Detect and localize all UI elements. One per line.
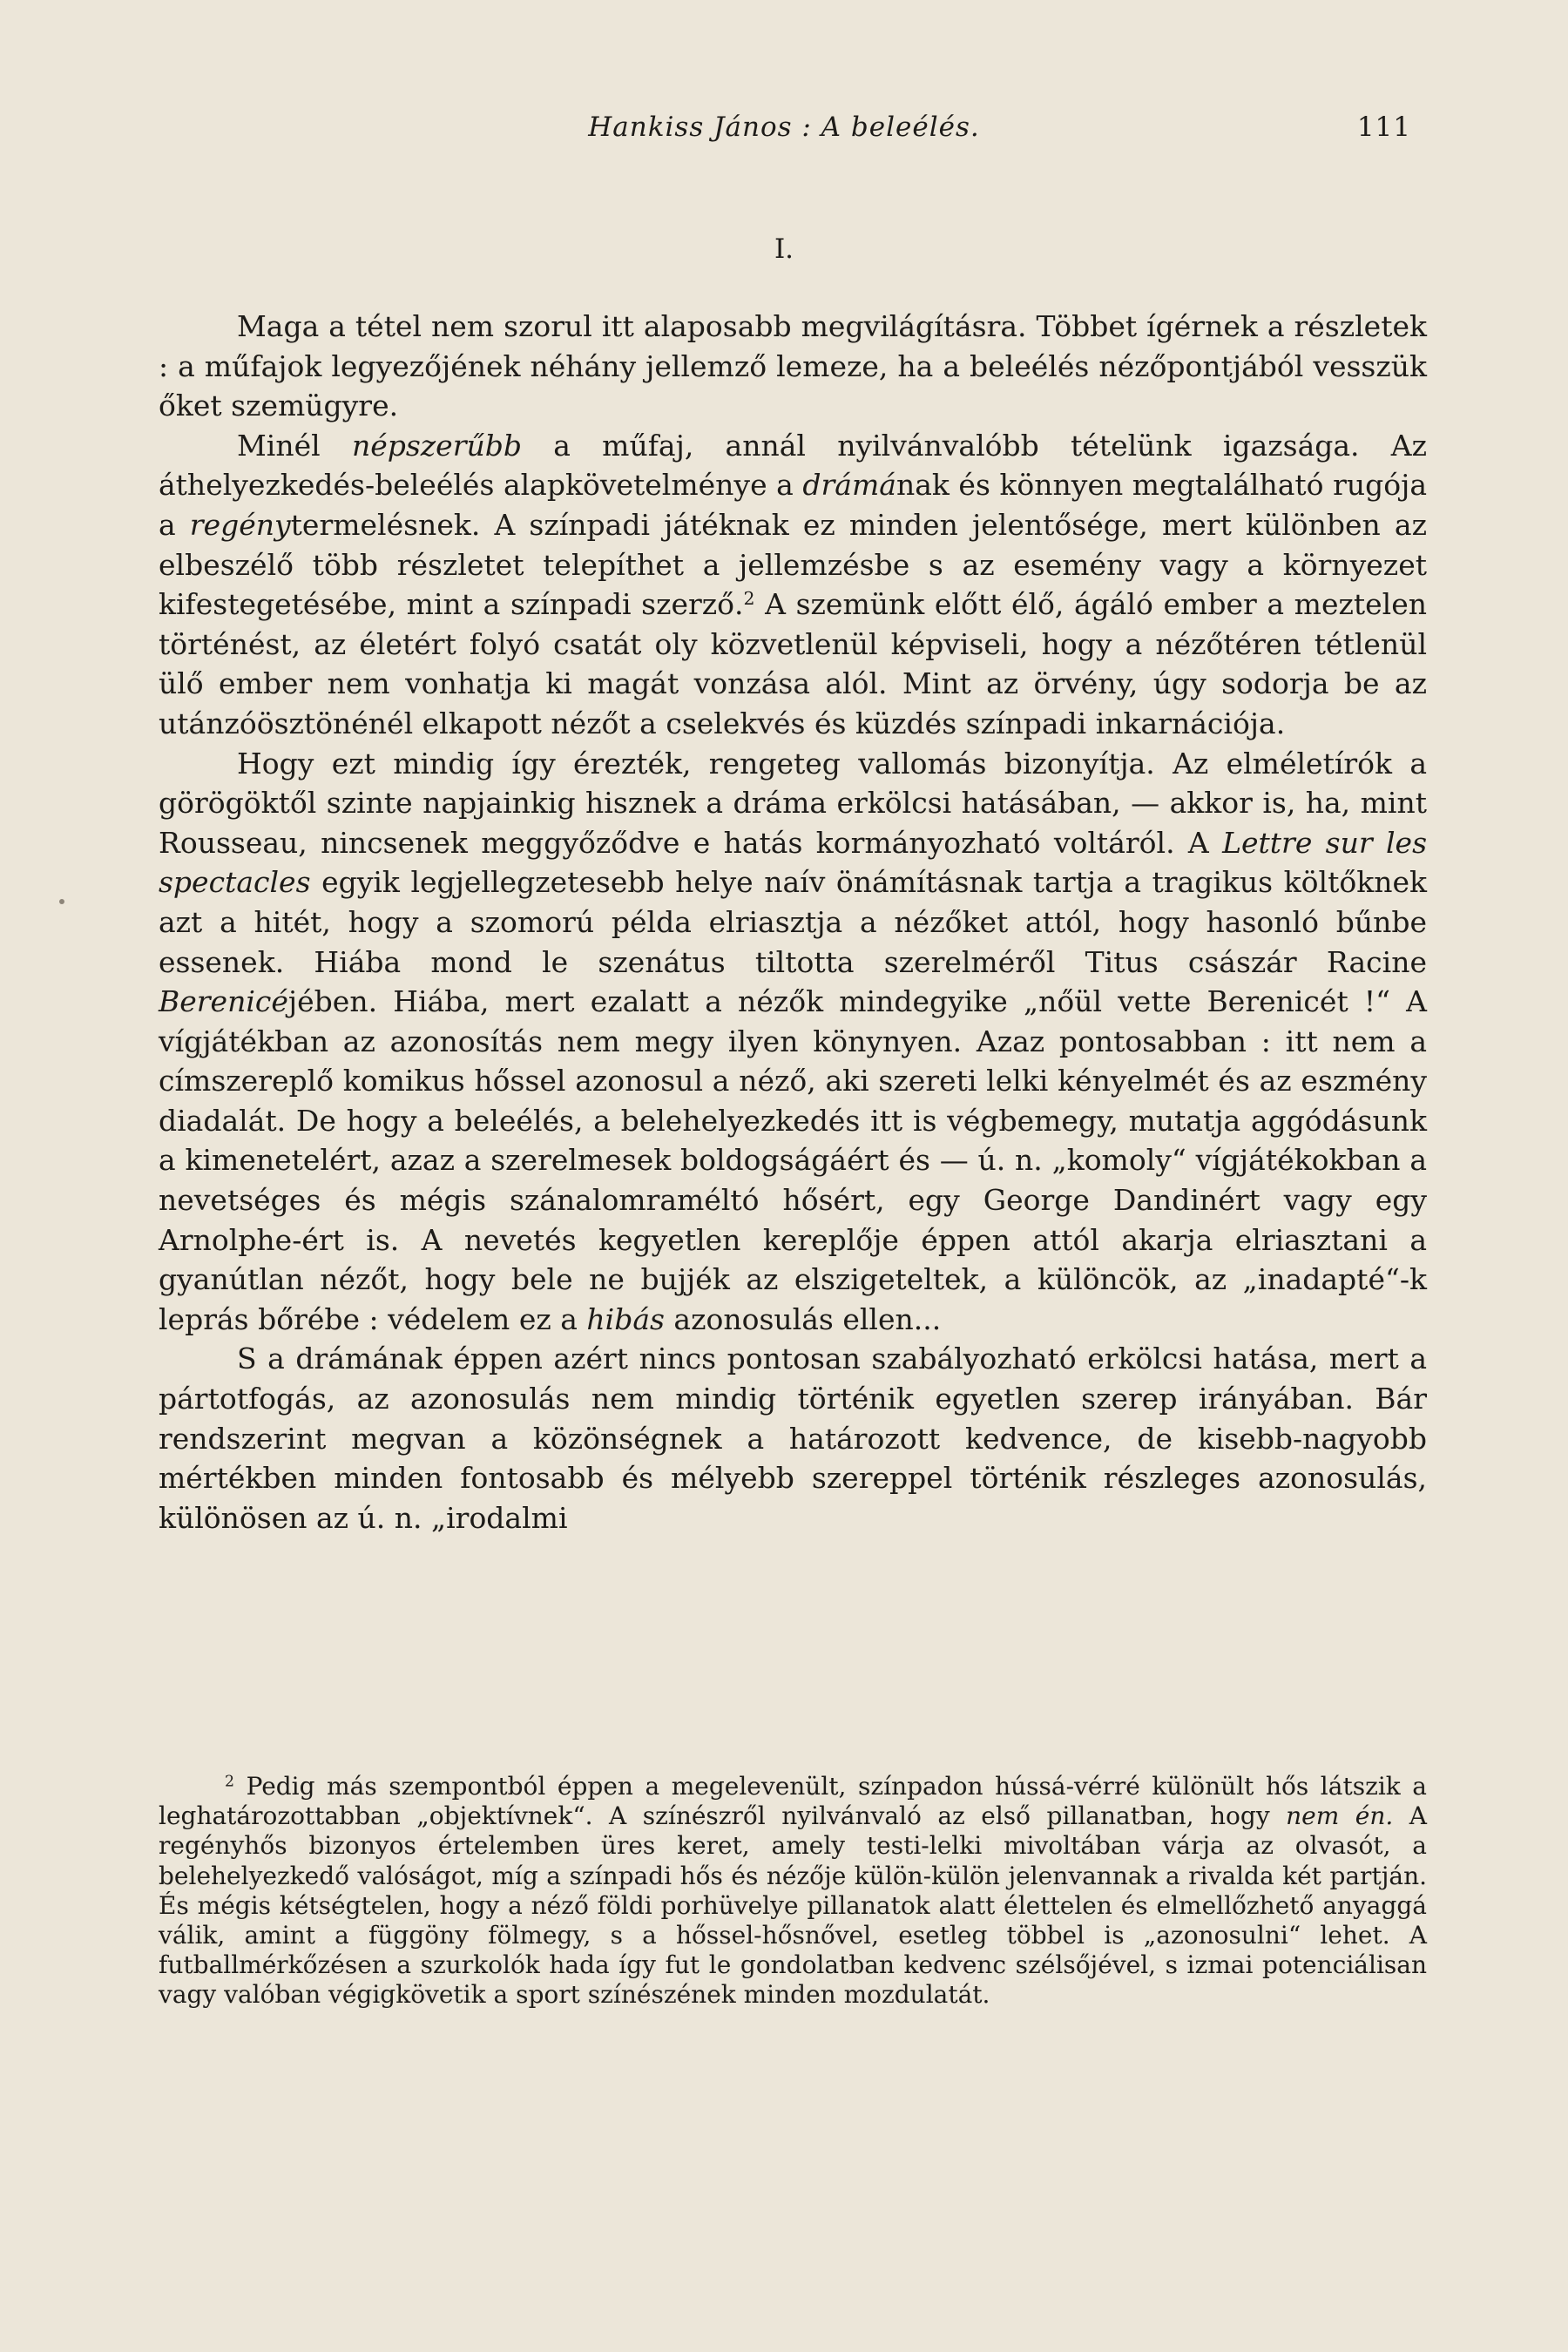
paragraph-3 bbox=[159, 744, 1427, 1340]
page-number: 111 bbox=[1356, 112, 1411, 143]
paragraph-3-text-g: azonosulás ellen... bbox=[664, 1301, 942, 1336]
paragraph-1-text: Maga a tétel nem szorul itt alaposabb megvilágításra. Többet ígérnek a részletek : a műfajok legyezőjének néhány jellemző lemeze, ha a beleélés nézőpontjából vesszük őket szemügyre. bbox=[159, 309, 1427, 423]
paragraph-4-text: S a drámának éppen azért nincs pontosan szabályozható erkölcsi hatása, mert a pártotfogás, az azonosulás nem mindig történik egyetlen szerep irányában. Bár rendszerint megvan a közönségnek a határozott kedvence, de kisebb-nagyobb mértékben minden fontosabb és mélyebb szereppel történik részleges azonosulás, különösen az ú. n. „irodalmi bbox=[159, 1342, 1427, 1535]
paragraph-3-text-e: jében. Hiába, mert ezalatt a nézők mindegyike „nőül vette Berenicét !“ A vígjátékban az azonosítás nem megy ilyen könynyen. Azaz pontosabban : itt nem a címszereplő komikus hőssel azonosul a néző, aki szereti lelki kényelmét és az eszmény diadalát. De hogy a beleélés, a belehelyezkedés itt is végbemegy, mutatja aggódásunk a kimenetelért, azaz a szerelmesek boldogságáért és — ú. n. „komoly“ vígjátékokban a nevetséges és mégis szánalomraméltó hősért, egy George Dandinért vagy egy Arnolphe-ért is. A nevetés kegyetlen kereplője éppen attól akarja elriasztani a gyanútlan nézőt, hogy bele ne bujjék az elszigeteltek, a különcök, az „inadapté“-k leprás bőrébe : védelem ez a bbox=[159, 984, 1427, 1336]
footnote-text-a: Pedig más szempontból éppen a megelevenült, színpadon hússá-vérré különült hős látszik a leghatározottabban „objektívnek“. A színészről nyilvánvaló az első pillanatban, hogy bbox=[159, 1772, 1427, 1831]
paragraph-3-text-a: Hogy ezt mindig így érezték, rengeteg vallomás bizonyítja. Az elméletírók a görögöktől szinte napjainkig hisznek a dráma erkölcsi hatásában, — akkor is, ha, mint Rousseau, nincsenek meggyőződve e hatás kormányozható voltáról. A bbox=[159, 746, 1427, 860]
paragraph-1 bbox=[159, 307, 1427, 426]
footnote-marker: 2 bbox=[225, 1773, 235, 1791]
footnote-section bbox=[159, 1772, 1427, 2011]
emphasis-hibas: hibás bbox=[586, 1301, 665, 1336]
paragraph-2-text-a: Minél bbox=[237, 428, 352, 463]
paragraph-2 bbox=[159, 426, 1427, 744]
running-title: Hankiss János : A beleélés. bbox=[588, 112, 980, 143]
paragraph-2-text-g: termelésnek. A színpadi játéknak ez minden jelentősége, mert különben az elbeszélő több részletet telepíthet a jellemzésbe s az esemény vagy a környezet kifestegetésébe, mint a színpadi szerző. bbox=[159, 507, 1427, 622]
emphasis-lettre-title: Lettre sur les spectacles bbox=[159, 825, 1428, 900]
emphasis-regeny: regény bbox=[189, 507, 291, 542]
paragraph-2-text-h: A szemünk előtt élő, ágáló ember a meztelen történést, az életért folyó csatát oly közvetlenül képviseli, hogy a nézőtéren tétlenül ülő ember nem vonhatja ki magát vonzása alól. Mint az örvény, úgy sodorja be az utánzóösztönénél elkapott nézőt a cselekvés és küzdés színpadi inkarnációja. bbox=[159, 587, 1427, 740]
emphasis-drama: drámá bbox=[802, 468, 896, 503]
paragraph-3-text-c: egyik legjellegzetesebb helye naív önámításnak tartja a tragikus költőknek azt a hitét, hogy a szomorú példa elriasztja a nézőket attól, hogy hasonló bűnbe essenek. Hiába mond le szenátus tiltotta szerelméről Titus császár Racine bbox=[159, 865, 1427, 979]
footnote-text-c: A regényhős bizonyos értelemben üres keret, amely testi-lelki mivoltában várja az olvasót, a belehelyezkedő valóságot, míg a színpadi hős és nézője külön-külön jelenvannak a rivalda két partján. És mégis kétségtelen, hogy a néző földi porhüvelye pillanatok alatt élettelen és elmellőzhető anyaggá válik, amint a függöny fölmegy, s a hőssel-hősnővel, esetleg többel is „azonosulni“ lehet. A futballmérkőzésen a szurkolók hada így fut le gondolatban kedvenc szélsőjével, s izmai potenciálisan vagy valóban végigkövetik a sport színészének minden mozdulatát. bbox=[159, 1801, 1428, 2010]
emphasis-nem-en: nem én. bbox=[1286, 1801, 1394, 1831]
emphasis-nepszerubb: népszerűbb bbox=[351, 428, 522, 463]
paragraph-2-text-c: a műfaj, annál nyilvánvalóbb tételünk igazsága. Az áthelyezkedés-beleélés alapkövetelménye a bbox=[159, 428, 1428, 503]
paragraph-2-text-e: nak és könnyen megtalálható rugója a bbox=[159, 468, 1427, 542]
running-header bbox=[157, 112, 1411, 150]
margin-speck bbox=[59, 899, 64, 904]
footnote-reference: 2 bbox=[743, 587, 755, 609]
body-text bbox=[159, 307, 1427, 1538]
section-number: I. bbox=[774, 233, 794, 265]
paragraph-4 bbox=[159, 1339, 1427, 1538]
emphasis-berenice: Berenicé bbox=[159, 984, 288, 1019]
footnote-2 bbox=[159, 1772, 1427, 2011]
